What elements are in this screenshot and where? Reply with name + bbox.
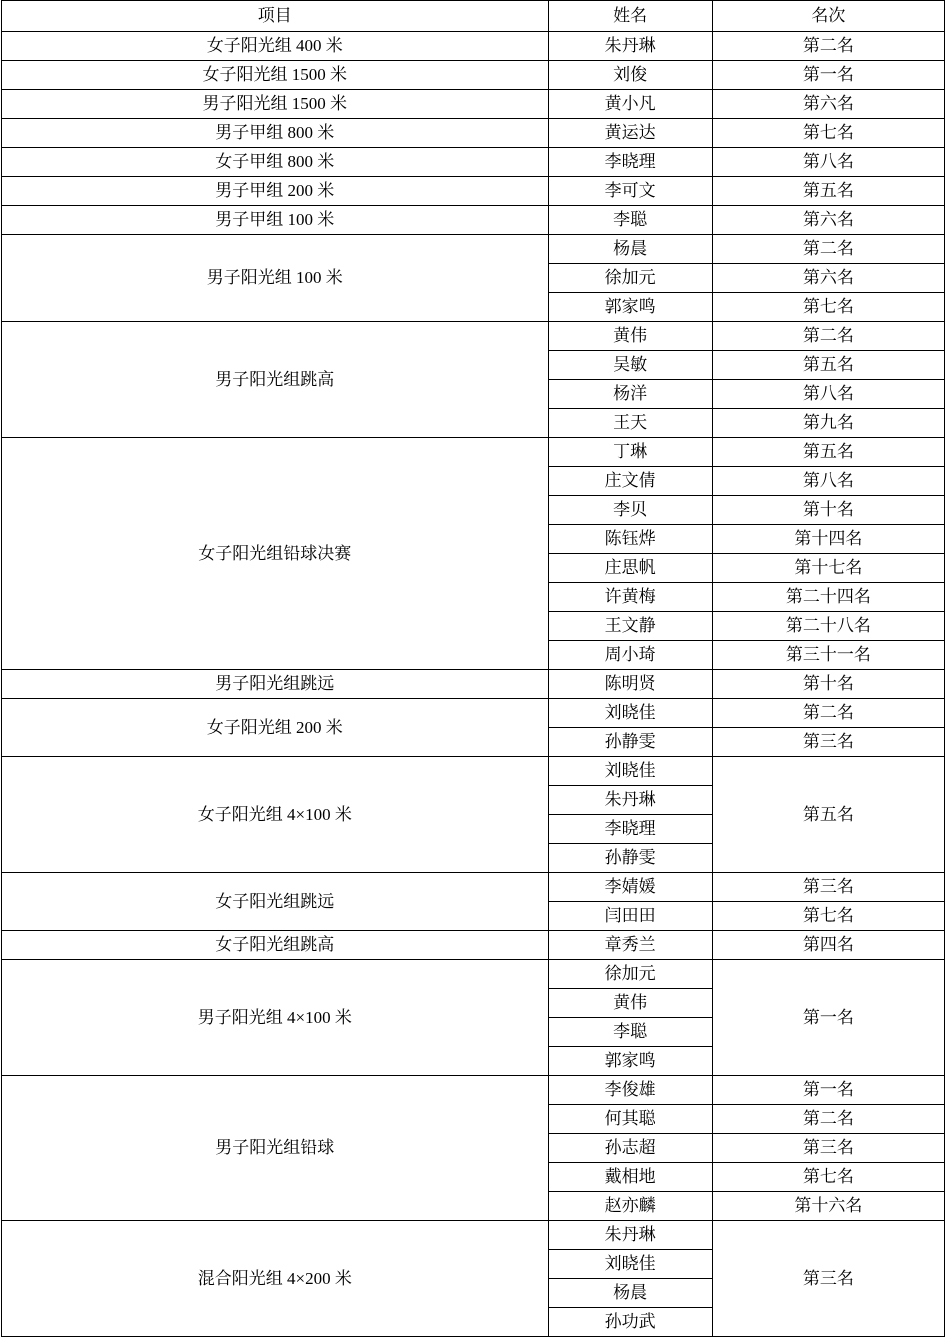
cell-rank: 第六名 xyxy=(712,206,944,235)
cell-rank: 第三名 xyxy=(712,1221,944,1337)
column-header-name: 姓名 xyxy=(548,1,712,32)
table-row xyxy=(2,61,945,90)
cell-event: 男子阳光组铅球 xyxy=(2,1076,549,1221)
cell-rank: 第二名 xyxy=(712,235,944,264)
table-row xyxy=(2,235,945,264)
table-row xyxy=(2,148,945,177)
cell-rank: 第三名 xyxy=(712,873,944,902)
cell-rank: 第三名 xyxy=(712,728,944,757)
cell-rank: 第六名 xyxy=(712,264,944,293)
table-header-row xyxy=(2,1,945,32)
cell-name: 陈钰烨 xyxy=(548,525,712,554)
cell-rank: 第十名 xyxy=(712,670,944,699)
cell-name: 何其聪 xyxy=(548,1105,712,1134)
table-row xyxy=(2,206,945,235)
cell-event: 女子阳光组铅球决赛 xyxy=(2,438,549,670)
cell-name: 李可文 xyxy=(548,177,712,206)
cell-rank: 第八名 xyxy=(712,467,944,496)
table-row xyxy=(2,931,945,960)
cell-rank: 第一名 xyxy=(712,1076,944,1105)
cell-rank: 第七名 xyxy=(712,902,944,931)
table-row xyxy=(2,119,945,148)
cell-name: 李聪 xyxy=(548,206,712,235)
cell-rank: 第七名 xyxy=(712,1163,944,1192)
cell-event: 女子阳光组 200 米 xyxy=(2,699,549,757)
cell-name: 刘晓佳 xyxy=(548,757,712,786)
cell-rank: 第六名 xyxy=(712,90,944,119)
cell-event: 男子阳光组 100 米 xyxy=(2,235,549,322)
cell-name: 杨洋 xyxy=(548,380,712,409)
cell-name: 朱丹琳 xyxy=(548,1221,712,1250)
cell-name: 孙功武 xyxy=(548,1308,712,1337)
cell-name: 徐加元 xyxy=(548,264,712,293)
cell-name: 王文静 xyxy=(548,612,712,641)
cell-name: 闫田田 xyxy=(548,902,712,931)
cell-name: 黄运达 xyxy=(548,119,712,148)
cell-rank: 第二名 xyxy=(712,699,944,728)
cell-rank: 第五名 xyxy=(712,351,944,380)
table-row xyxy=(2,1221,945,1250)
cell-name: 杨晨 xyxy=(548,235,712,264)
cell-rank: 第七名 xyxy=(712,293,944,322)
cell-name: 朱丹琳 xyxy=(548,786,712,815)
table-row xyxy=(2,177,945,206)
cell-event: 女子阳光组跳远 xyxy=(2,873,549,931)
table-row xyxy=(2,32,945,61)
table-row xyxy=(2,699,945,728)
cell-name: 孙静雯 xyxy=(548,728,712,757)
cell-event: 男子阳光组跳远 xyxy=(2,670,549,699)
cell-name: 朱丹琳 xyxy=(548,32,712,61)
cell-name: 李晓理 xyxy=(548,815,712,844)
cell-event: 男子甲组 100 米 xyxy=(2,206,549,235)
cell-event: 女子阳光组跳高 xyxy=(2,931,549,960)
cell-name: 庄文倩 xyxy=(548,467,712,496)
cell-rank: 第十七名 xyxy=(712,554,944,583)
cell-name: 黄小凡 xyxy=(548,90,712,119)
cell-name: 吴敏 xyxy=(548,351,712,380)
cell-name: 许黄梅 xyxy=(548,583,712,612)
cell-rank: 第四名 xyxy=(712,931,944,960)
cell-name: 徐加元 xyxy=(548,960,712,989)
cell-event: 男子甲组 200 米 xyxy=(2,177,549,206)
cell-rank: 第一名 xyxy=(712,960,944,1076)
column-header-event: 项目 xyxy=(2,1,549,32)
table-row xyxy=(2,873,945,902)
cell-name: 郭家鸣 xyxy=(548,293,712,322)
cell-event: 男子阳光组跳高 xyxy=(2,322,549,438)
cell-event: 混合阳光组 4×200 米 xyxy=(2,1221,549,1337)
cell-rank: 第八名 xyxy=(712,148,944,177)
cell-rank: 第七名 xyxy=(712,119,944,148)
cell-rank: 第一名 xyxy=(712,61,944,90)
cell-event: 男子甲组 800 米 xyxy=(2,119,549,148)
cell-name: 章秀兰 xyxy=(548,931,712,960)
cell-rank: 第五名 xyxy=(712,177,944,206)
table-row xyxy=(2,670,945,699)
cell-name: 庄思帆 xyxy=(548,554,712,583)
cell-rank: 第二名 xyxy=(712,1105,944,1134)
results-table xyxy=(1,0,945,1337)
cell-name: 黄伟 xyxy=(548,322,712,351)
cell-name: 李俊雄 xyxy=(548,1076,712,1105)
cell-rank: 第五名 xyxy=(712,438,944,467)
cell-name: 王天 xyxy=(548,409,712,438)
table-row xyxy=(2,438,945,467)
cell-name: 陈明贤 xyxy=(548,670,712,699)
cell-name: 李贝 xyxy=(548,496,712,525)
cell-event: 女子阳光组 1500 米 xyxy=(2,61,549,90)
cell-rank: 第八名 xyxy=(712,380,944,409)
cell-rank: 第三十一名 xyxy=(712,641,944,670)
cell-name: 李晓理 xyxy=(548,148,712,177)
cell-name: 黄伟 xyxy=(548,989,712,1018)
cell-rank: 第五名 xyxy=(712,757,944,873)
table-header xyxy=(2,1,945,32)
cell-event: 男子阳光组 1500 米 xyxy=(2,90,549,119)
cell-name: 刘晓佳 xyxy=(548,699,712,728)
cell-rank: 第三名 xyxy=(712,1134,944,1163)
cell-rank: 第十六名 xyxy=(712,1192,944,1221)
table-row xyxy=(2,1076,945,1105)
cell-name: 丁琳 xyxy=(548,438,712,467)
cell-name: 李聪 xyxy=(548,1018,712,1047)
table-row xyxy=(2,960,945,989)
cell-event: 女子甲组 800 米 xyxy=(2,148,549,177)
cell-name: 赵亦麟 xyxy=(548,1192,712,1221)
table-row xyxy=(2,322,945,351)
column-header-rank: 名次 xyxy=(712,1,944,32)
cell-name: 周小琦 xyxy=(548,641,712,670)
cell-name: 刘俊 xyxy=(548,61,712,90)
table-row xyxy=(2,90,945,119)
cell-rank: 第九名 xyxy=(712,409,944,438)
table-row xyxy=(2,757,945,786)
cell-event: 女子阳光组 4×100 米 xyxy=(2,757,549,873)
cell-name: 孙静雯 xyxy=(548,844,712,873)
cell-rank: 第十名 xyxy=(712,496,944,525)
cell-rank: 第十四名 xyxy=(712,525,944,554)
cell-event: 女子阳光组 400 米 xyxy=(2,32,549,61)
cell-rank: 第二名 xyxy=(712,322,944,351)
table-body xyxy=(2,32,945,1337)
cell-name: 戴相地 xyxy=(548,1163,712,1192)
cell-name: 李婧媛 xyxy=(548,873,712,902)
cell-name: 郭家鸣 xyxy=(548,1047,712,1076)
cell-name: 刘晓佳 xyxy=(548,1250,712,1279)
cell-event: 男子阳光组 4×100 米 xyxy=(2,960,549,1076)
cell-rank: 第二十四名 xyxy=(712,583,944,612)
cell-rank: 第二十八名 xyxy=(712,612,944,641)
cell-name: 杨晨 xyxy=(548,1279,712,1308)
cell-name: 孙志超 xyxy=(548,1134,712,1163)
cell-rank: 第二名 xyxy=(712,32,944,61)
